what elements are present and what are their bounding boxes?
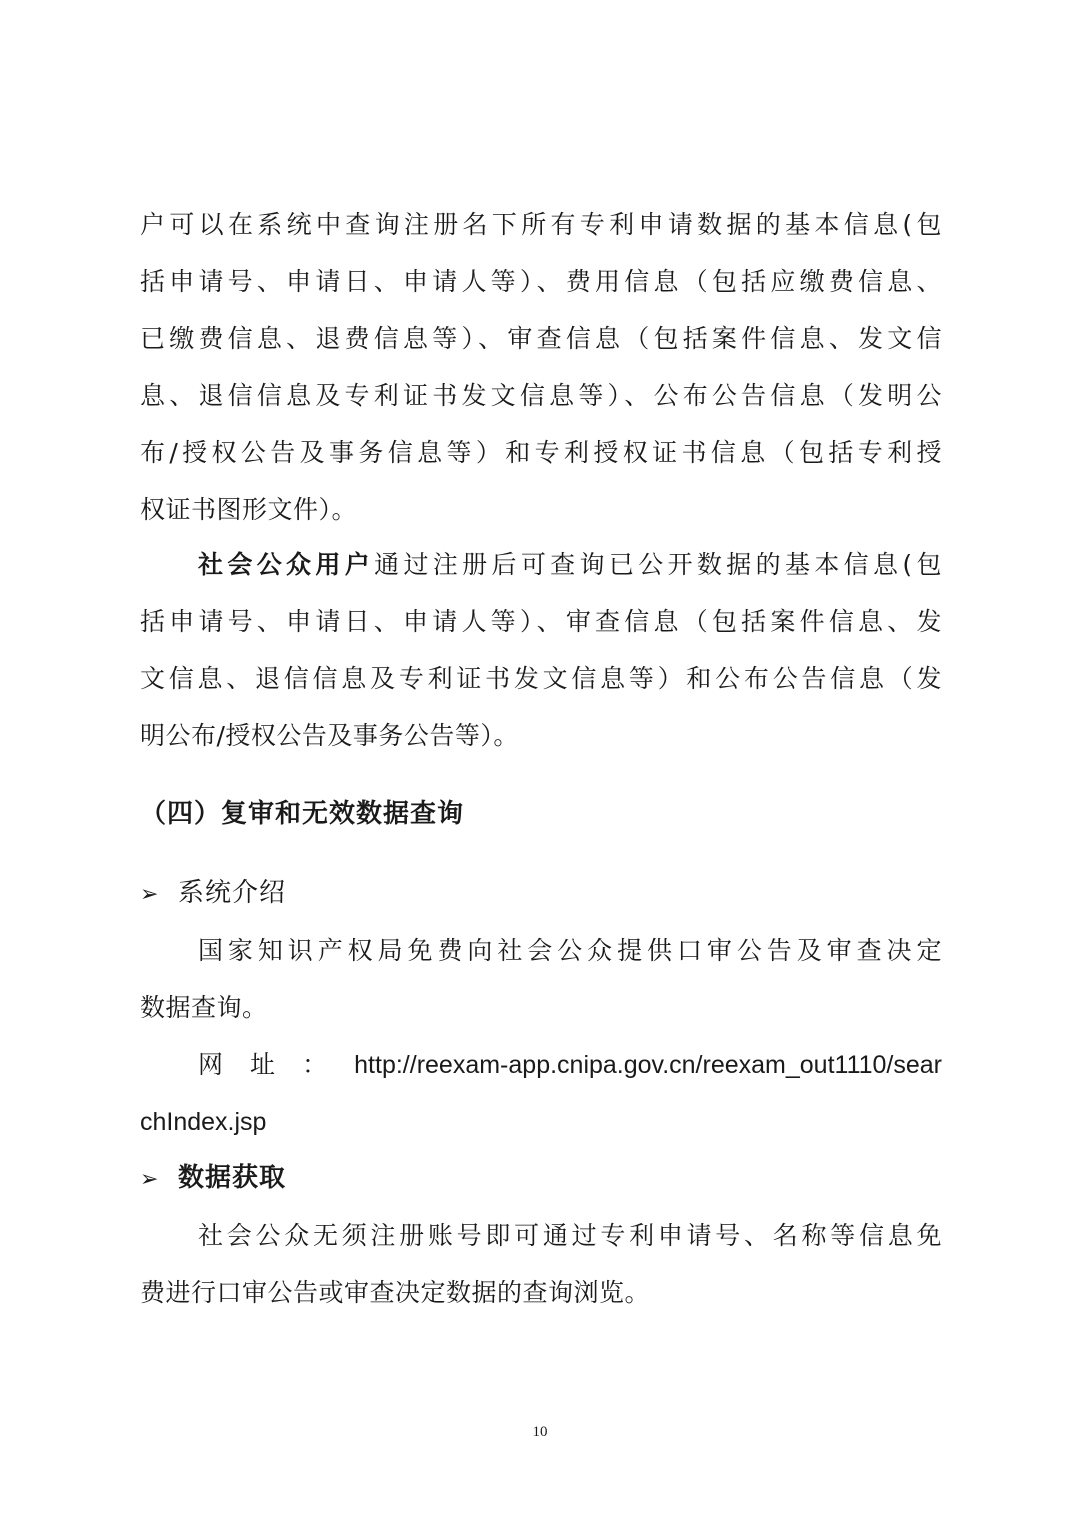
text-line: 社会公众无须注册账号即可通过专利申请号、名称等信息免 xyxy=(198,1221,942,1250)
paragraph-acquire xyxy=(140,1207,942,1321)
url-link-continued[interactable]: chIndex.jsp xyxy=(140,1108,267,1136)
text-line: 文信息、退信信息及专利证书发文信息等）和公布公告信息（发 xyxy=(140,664,942,693)
page-number: 10 xyxy=(532,1424,548,1440)
text-line: 布/授权公告及事务信息等）和专利授权证书信息（包括专利授 xyxy=(140,438,942,467)
section-heading: （四）复审和无效数据查询 xyxy=(140,799,465,829)
text-line: 费进行口审公告或审查决定数据的查询浏览。 xyxy=(140,1278,651,1307)
text-line: 括申请号、申请日、申请人等）、审查信息（包括案件信息、发 xyxy=(140,607,942,636)
arrow-bullet-icon: ➢ xyxy=(140,882,160,907)
text-line: 明公布/授权公告及事务公告等）。 xyxy=(140,721,519,750)
paragraph-intro xyxy=(140,922,942,1036)
bullet-data-acquire xyxy=(140,1150,286,1207)
text-line: 括申请号、申请日、申请人等）、费用信息（包括应缴费信息、 xyxy=(140,267,942,296)
text-run: 通过注册后可查询已公开数据的基本信息(包 xyxy=(374,550,942,579)
text-line xyxy=(140,536,942,593)
bullet-label: 系统介绍 xyxy=(178,878,287,908)
paragraph-public-user xyxy=(140,536,942,764)
text-line: 权证书图形文件）。 xyxy=(140,495,358,524)
text-line: 息、退信信息及专利证书发文信息等）、公布公告信息（发明公 xyxy=(140,381,942,410)
bullet-label: 数据获取 xyxy=(178,1163,287,1193)
text-line xyxy=(140,1093,942,1150)
paragraph-user-query xyxy=(140,196,942,538)
url-link[interactable]: http://reexam-app.cnipa.gov.cn/reexam_out1110/sear xyxy=(354,1051,942,1079)
paragraph-url xyxy=(140,1036,942,1150)
text-line: 已缴费信息、退费信息等）、审查信息（包括案件信息、发文信 xyxy=(140,324,942,353)
public-user-term: 社会公众用户 xyxy=(198,550,375,579)
text-line: 国家知识产权局免费向社会公众提供口审公告及审查决定 xyxy=(198,936,942,965)
text-line: 数据查询。 xyxy=(140,993,268,1022)
text-line xyxy=(140,1036,942,1093)
text-line: 户可以在系统中查询注册名下所有专利申请数据的基本信息(包 xyxy=(140,210,942,239)
arrow-bullet-icon: ➢ xyxy=(140,1167,160,1192)
url-label: 网址： xyxy=(198,1050,355,1079)
bullet-system-intro xyxy=(140,865,286,922)
